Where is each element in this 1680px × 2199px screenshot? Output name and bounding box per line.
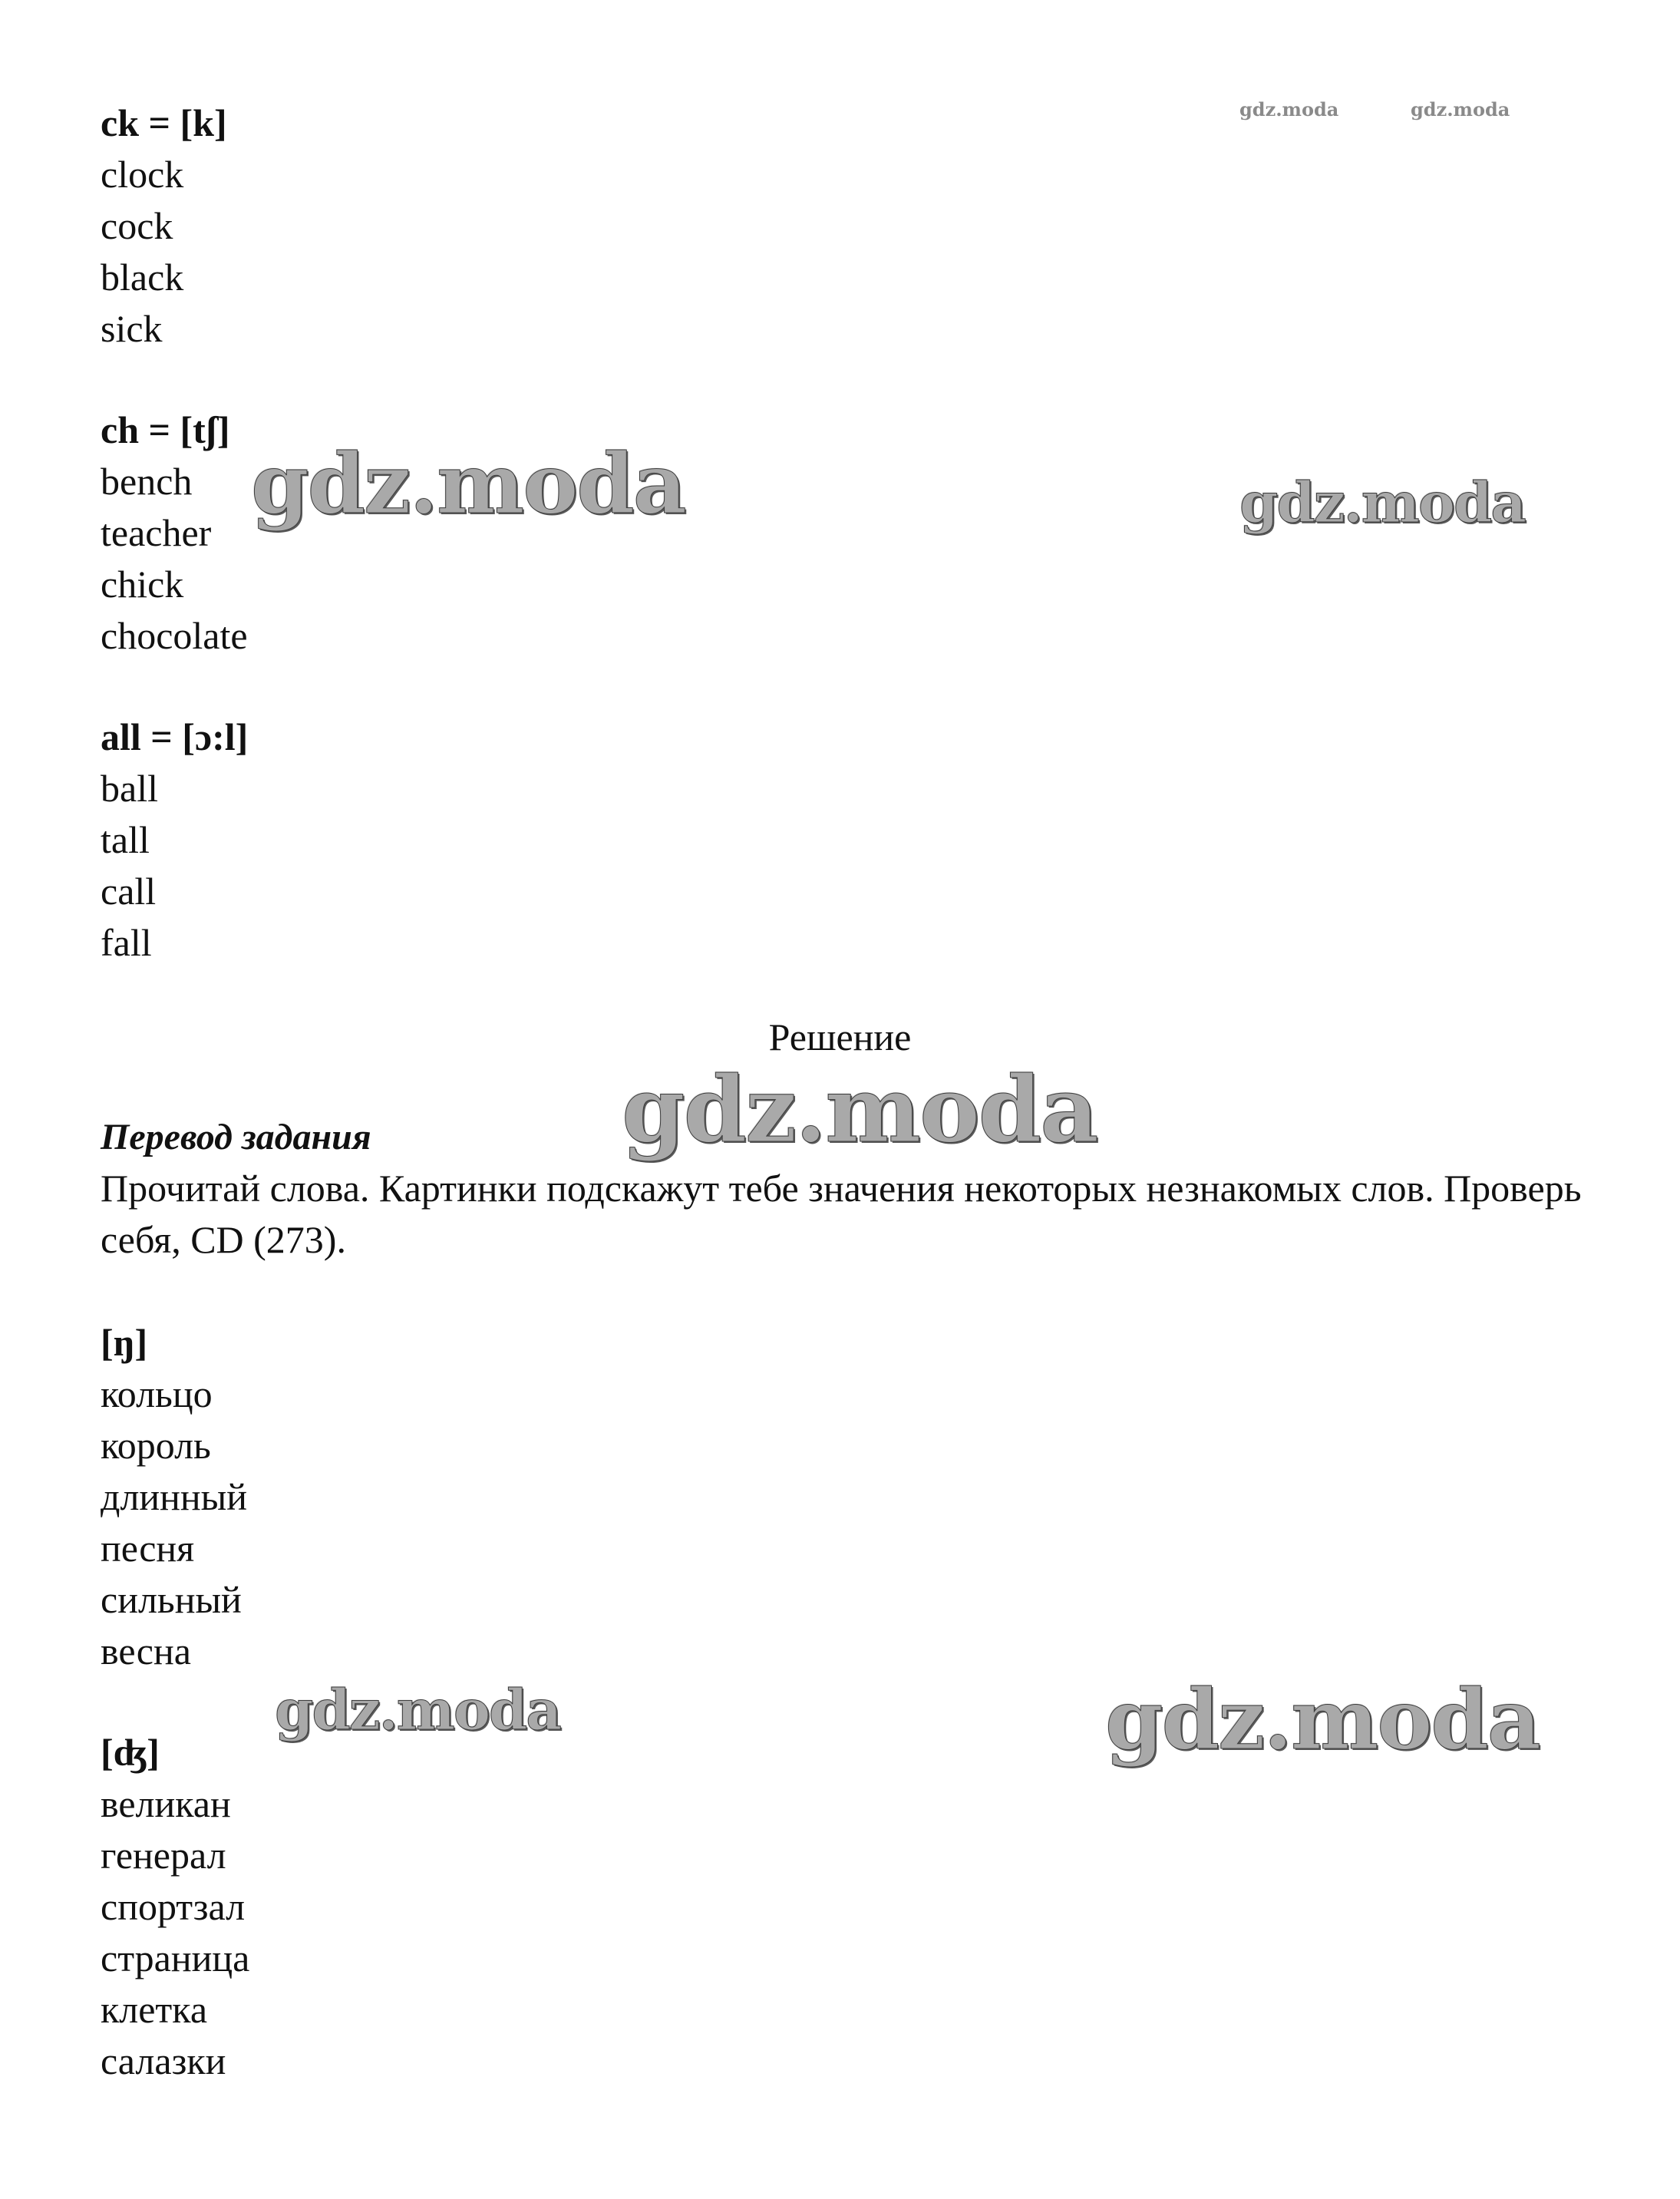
word: весна — [101, 1629, 191, 1672]
word: cock — [101, 204, 173, 247]
watermark-top-1: gdz.moda — [1239, 98, 1339, 121]
watermark-top-2: gdz.moda — [1411, 98, 1510, 121]
word: clock — [101, 153, 184, 196]
word: король — [101, 1424, 211, 1467]
section-dzh — [101, 1727, 249, 2087]
watermark-2: gdz.moda — [1239, 470, 1525, 535]
word: страница — [101, 1937, 250, 1979]
watermark-5: gdz.moda — [1105, 1672, 1540, 1768]
word: chocolate — [101, 614, 248, 657]
translation-section — [101, 1111, 1605, 1266]
translation-text: Прочитай слова. Картинки подскажут тебе значения некоторых незнакомых слов. Проверь себя, CD (273). — [101, 1167, 1582, 1261]
word: великан — [101, 1782, 231, 1825]
section-ch — [101, 404, 248, 662]
word: спортзал — [101, 1885, 246, 1928]
word: call — [101, 870, 157, 913]
word: black — [101, 256, 184, 299]
section-heading: [ŋ] — [101, 1321, 148, 1364]
section-heading: [ʤ] — [101, 1731, 160, 1774]
word: сильный — [101, 1578, 242, 1621]
word: салазки — [101, 2039, 226, 2082]
section-heading: ck = [k] — [101, 101, 227, 144]
word: tall — [101, 818, 150, 861]
translation-heading: Перевод задания — [101, 1117, 371, 1157]
section-heading: ch = [tʃ] — [101, 408, 230, 451]
word: ball — [101, 767, 158, 810]
word: teacher — [101, 511, 212, 554]
section-heading: all = [ɔ:l] — [101, 715, 249, 758]
watermark-4: gdz.moda — [275, 1677, 560, 1742]
word: chick — [101, 563, 184, 606]
section-ng — [101, 1317, 247, 1677]
section-all — [101, 712, 248, 969]
watermark-3: gdz.moda — [622, 1056, 1097, 1163]
watermark-1: gdz.moda — [251, 436, 685, 533]
section-ck — [101, 97, 227, 355]
word: клетка — [101, 1988, 208, 2031]
word: песня — [101, 1527, 195, 1570]
word: длинный — [101, 1475, 248, 1518]
word: bench — [101, 460, 193, 503]
solution-title: Решение — [768, 1015, 912, 1058]
word: sick — [101, 307, 163, 350]
word: кольцо — [101, 1372, 213, 1415]
word: fall — [101, 921, 152, 964]
word: генерал — [101, 1834, 226, 1877]
